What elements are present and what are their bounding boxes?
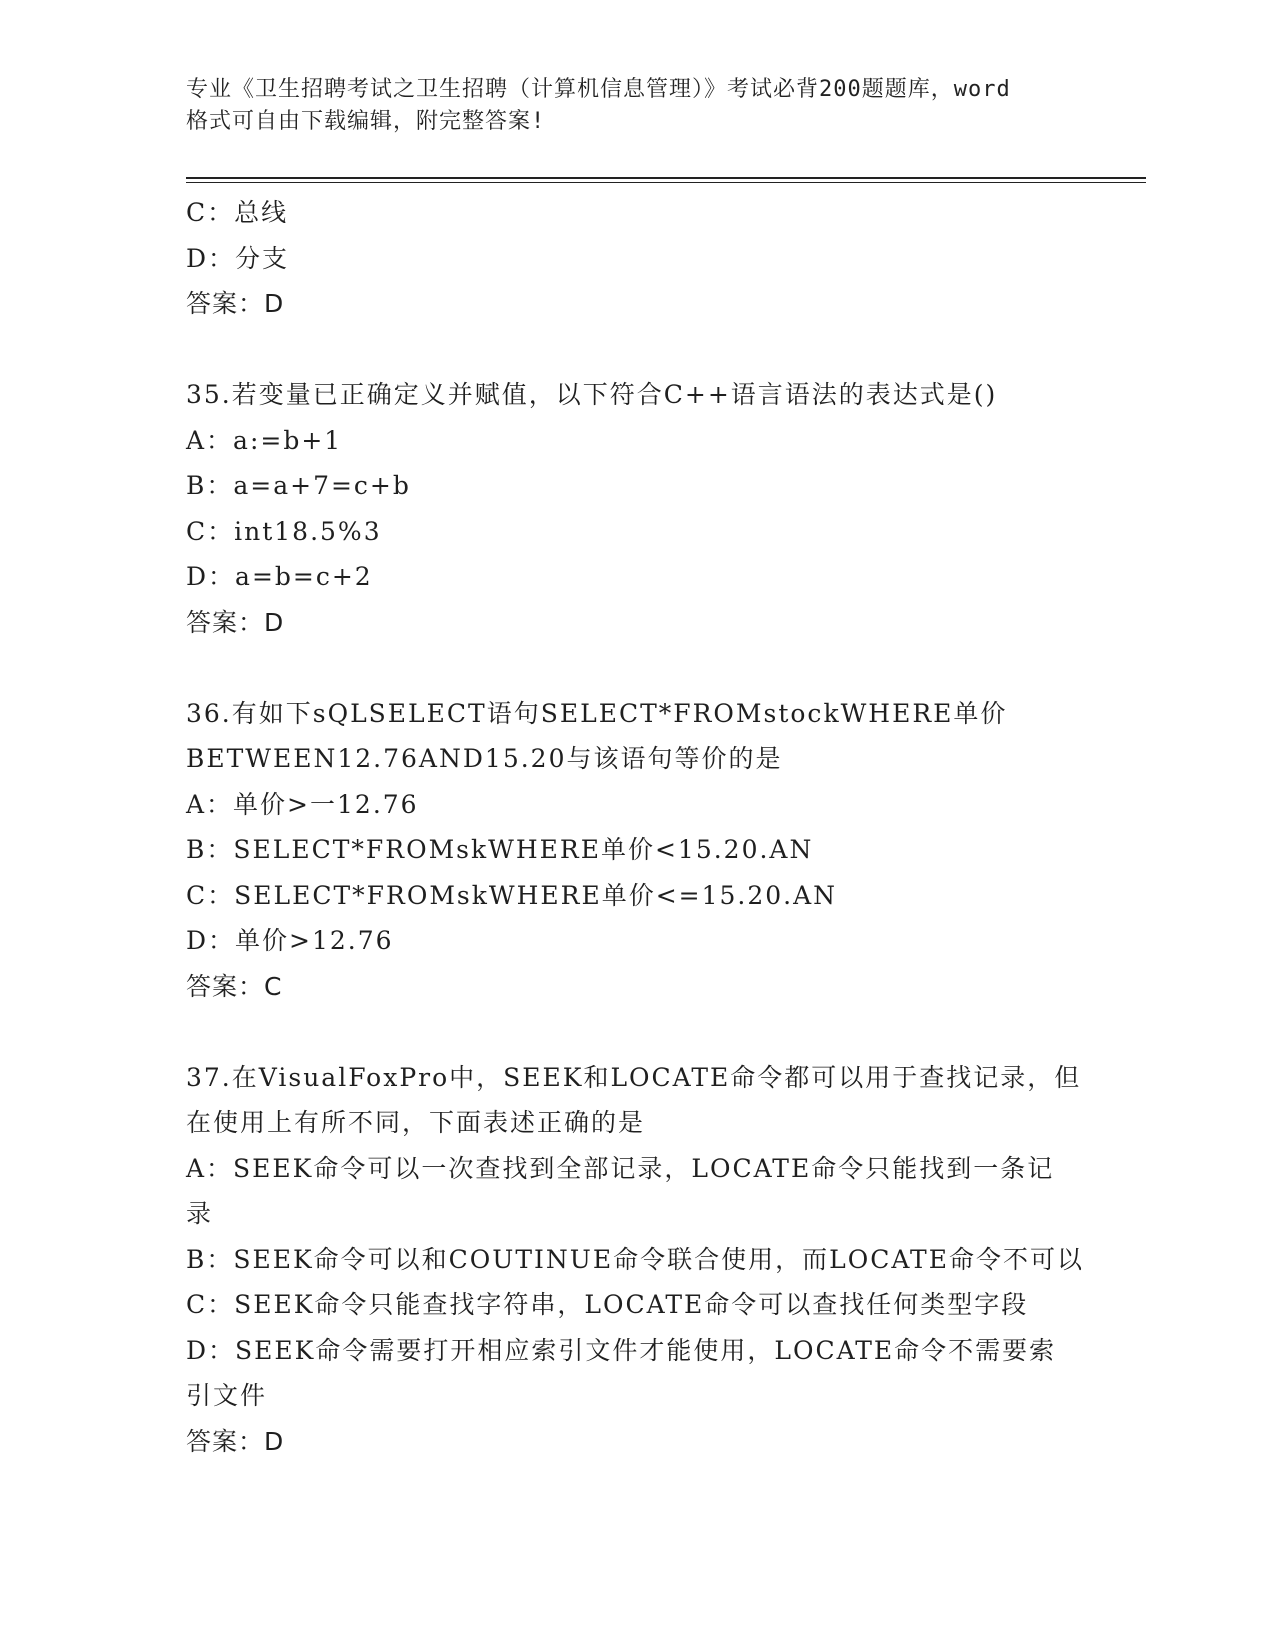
header-divider-thin: [186, 182, 1146, 183]
option-d: D：a=b=c+2: [186, 562, 373, 591]
question-stem-line-1: 36.有如下sQLSELECT语句SELECT*FROMstockWHERE单价: [186, 698, 1008, 728]
answer: 答案：D: [186, 1426, 285, 1456]
answer: 答案：D: [186, 607, 285, 637]
option-a-line-2: 录: [186, 1199, 214, 1228]
question-stem-line-2: BETWEEN12.76AND15.20与该语句等价的是: [186, 744, 783, 773]
answer: 答案：C: [186, 971, 283, 1001]
option-c: C：int18.5%3: [186, 516, 382, 546]
header-line-1: 专业《卫生招聘考试之卫生招聘（计算机信息管理）》考试必背200题题库，word: [186, 77, 1011, 102]
option-a: A：单价>一12.76: [186, 789, 419, 819]
spacer: [186, 327, 1086, 373]
header-line-2: 格式可自由下载编辑，附完整答案!: [186, 109, 546, 134]
option-a-line-1: A：SEEK命令可以一次查找到全部记录，LOCATE命令只能找到一条记: [186, 1153, 1055, 1183]
option-b: B：SEEK命令可以和COUTINUE命令联合使用，而LOCATE命令不可以: [186, 1244, 1084, 1274]
page-header: [186, 74, 1086, 138]
option-b: B：a=a+7=c+b: [186, 471, 411, 500]
question-34-tail: [186, 190, 1086, 327]
option-b: B：SELECT*FROMskWHERE单价<15.20.AN: [186, 835, 814, 864]
option-d: D：单价>12.76: [186, 926, 394, 955]
header-divider-thick: [186, 177, 1146, 179]
question-stem: 35.若变量已正确定义并赋值，以下符合C++语言语法的表达式是(): [186, 380, 998, 409]
option-d-line-1: D：SEEK命令需要打开相应索引文件才能使用，LOCATE命令不需要索: [186, 1335, 1057, 1365]
option-d-line-2: 引文件: [186, 1381, 268, 1410]
question-37: [186, 1055, 1086, 1465]
question-36: [186, 691, 1086, 1010]
spacer: [186, 645, 1086, 691]
option-c: C：SELECT*FROMskWHERE单价<=15.20.AN: [186, 880, 838, 910]
question-stem-line-1: 37.在VisualFoxPro中，SEEK和LOCATE命令都可以用于查找记录，但: [186, 1062, 1082, 1092]
option-c: C：SEEK命令只能查找字符串，LOCATE命令可以查找任何类型字段: [186, 1290, 1029, 1319]
option-c: C：总线: [186, 198, 289, 227]
spacer: [186, 1009, 1086, 1055]
option-d: D：分支: [186, 243, 290, 273]
option-a: A：a:=b+1: [186, 425, 343, 455]
question-35: [186, 372, 1086, 645]
question-list: [186, 190, 1086, 1464]
question-stem-line-2: 在使用上有所不同，下面表述正确的是: [186, 1108, 646, 1137]
answer: 答案：D: [186, 289, 285, 318]
